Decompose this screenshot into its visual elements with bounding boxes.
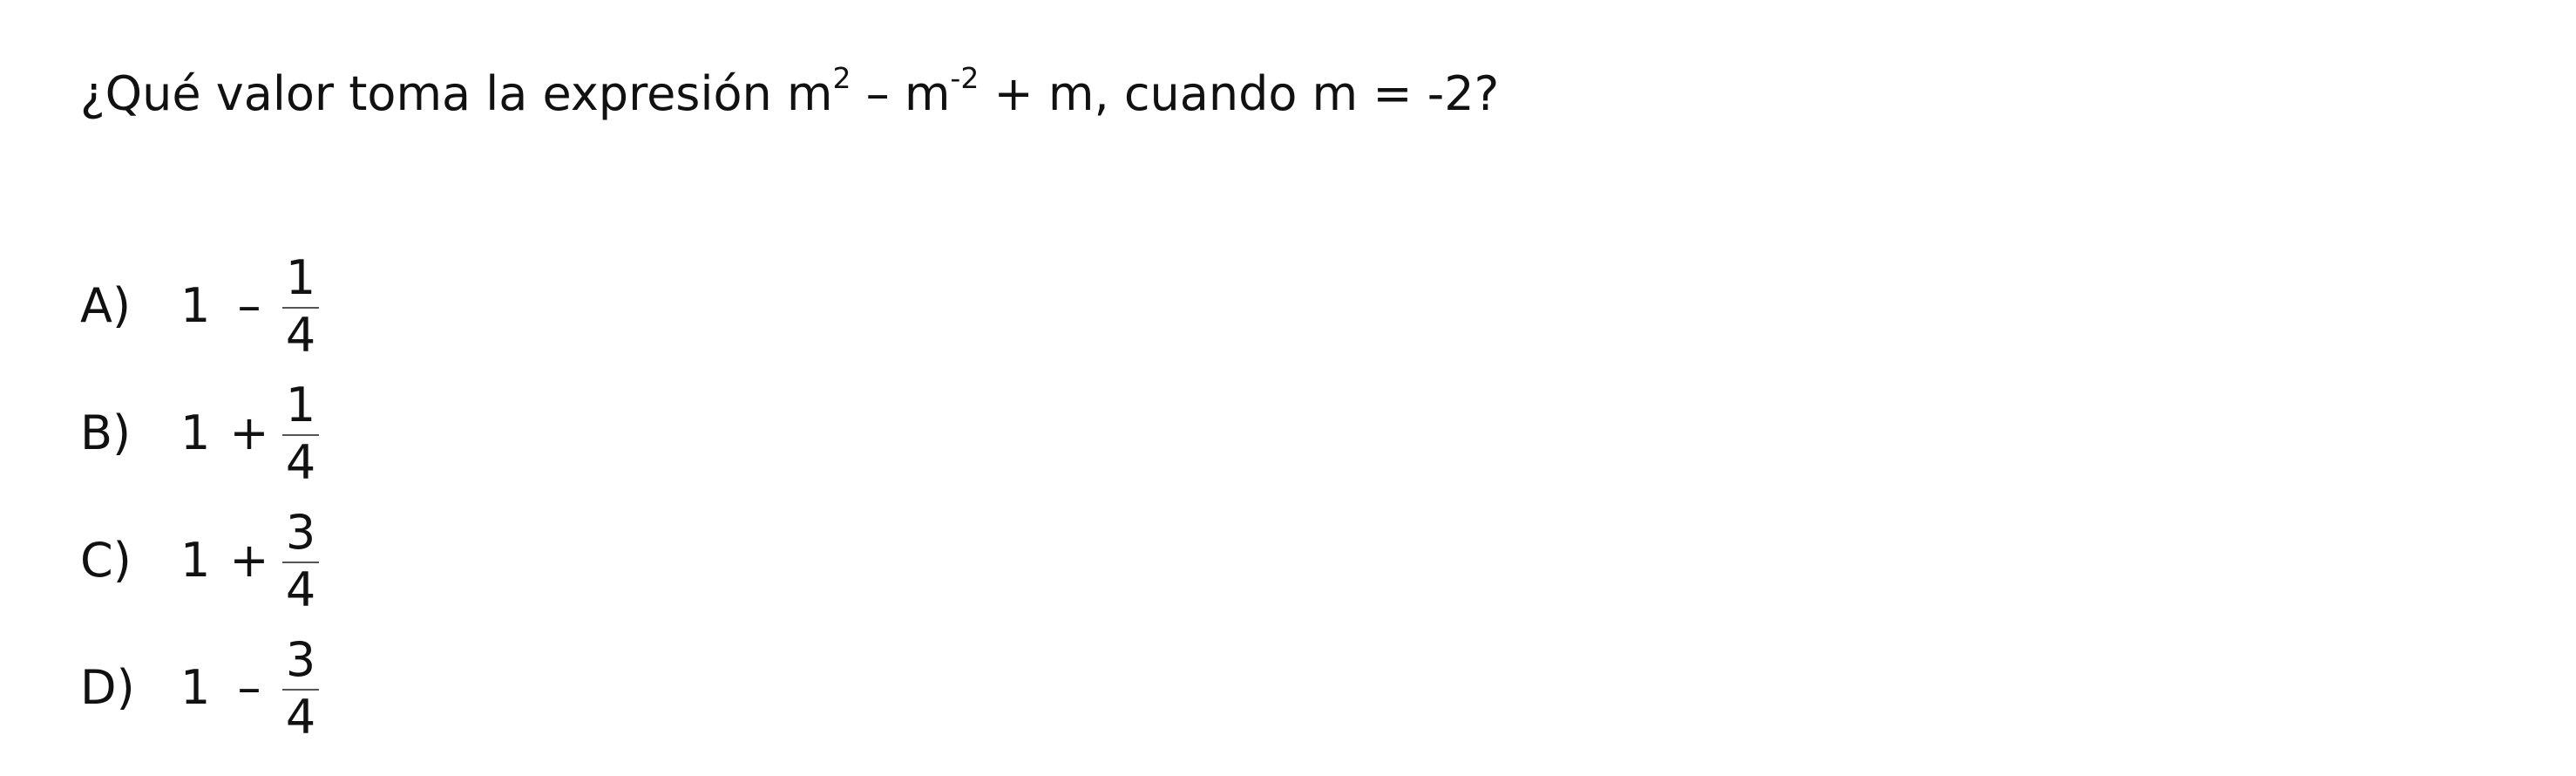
question-suffix: + m, cuando m = -2?: [979, 66, 1500, 121]
option-operator: –: [237, 278, 261, 333]
option-c[interactable]: [80, 506, 777, 619]
fraction-numerator: 3: [285, 505, 316, 560]
option-whole-number: 1: [180, 405, 211, 460]
option-whole-number: 1: [180, 278, 211, 333]
fraction: [277, 251, 324, 364]
fraction-denominator: 4: [285, 690, 316, 745]
option-whole-number: 1: [180, 533, 211, 588]
option-letter: B): [80, 405, 132, 460]
answer-options: [80, 0, 864, 776]
fraction-numerator: 3: [285, 632, 316, 687]
question-middle: – m: [851, 66, 951, 121]
fraction-numerator: 1: [285, 378, 316, 432]
option-operator: –: [237, 660, 261, 715]
fraction-denominator: 4: [285, 308, 316, 363]
option-letter: C): [80, 533, 132, 588]
fraction-denominator: 4: [285, 562, 316, 617]
fraction: [277, 633, 324, 746]
option-letter: A): [80, 278, 132, 333]
fraction: [277, 506, 324, 619]
fraction-denominator: 4: [285, 435, 316, 490]
fraction-numerator: 1: [285, 250, 316, 305]
option-b[interactable]: [80, 378, 777, 492]
option-whole-number: 1: [180, 660, 211, 715]
fraction: [277, 378, 324, 492]
exponent-2: 2: [832, 61, 851, 95]
option-d[interactable]: [80, 633, 777, 746]
question-prefix: ¿Qué valor toma la expresión m: [80, 66, 833, 121]
option-a[interactable]: [80, 251, 777, 364]
option-operator: +: [229, 405, 269, 460]
option-operator: +: [229, 533, 269, 588]
exponent-minus-2: -2: [950, 61, 980, 95]
option-letter: D): [80, 660, 135, 715]
